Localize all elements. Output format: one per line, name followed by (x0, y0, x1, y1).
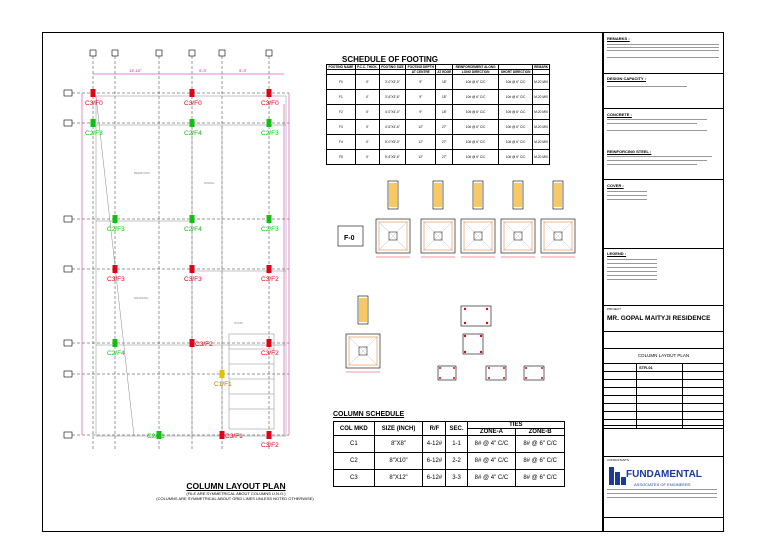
table-cell: 8"X12" (374, 470, 423, 487)
table-cell: C2 (334, 453, 375, 470)
table-cell: 8# @ 4" C/C (467, 470, 516, 487)
footing-header-7: REMARK (534, 65, 549, 69)
column-label: C2/F3 (85, 130, 103, 137)
table-cell: 3-3 (446, 470, 467, 487)
table-cell: 4" (355, 135, 379, 150)
footing-schedule-title: SCHEDULE OF FOOTING (342, 55, 438, 64)
table-row (334, 470, 565, 487)
table-cell: M-20 MIX (533, 75, 550, 90)
table-cell: C3 (334, 470, 375, 487)
footing-detail-sketch (461, 181, 495, 257)
footing-detail-sketch (501, 181, 535, 257)
table-cell: 5'-0"X5'-0" (379, 135, 405, 150)
column-layout-plan (44, 34, 320, 532)
column-marker (190, 119, 195, 127)
table-cell: 10# @ 6" C/C (453, 120, 499, 135)
svg-text:BEDROOM: BEDROOM (134, 171, 150, 175)
table-cell: 12" (406, 120, 436, 135)
footing-schedule-table (326, 64, 550, 165)
column-label: C2/F1 (147, 433, 165, 440)
col-hdr-mkd: COL MKD (334, 422, 375, 436)
table-cell: 4'-6"X4'-6" (379, 120, 405, 135)
footing-details (326, 176, 601, 406)
column-marker (267, 265, 272, 273)
table-cell: 8# @ 6" C/C (516, 470, 565, 487)
table-cell: 2-2 (446, 453, 467, 470)
table-cell: 10# @ 6" C/C (453, 105, 499, 120)
steel-heading: REINFORCING STEEL : (607, 149, 652, 154)
detail-label: F-0 (344, 235, 355, 242)
footing-header-5: REINFORCEMENT ALONG (453, 65, 499, 70)
table-cell: 27" (436, 120, 453, 135)
table-cell: 10# @ 6" C/C (453, 75, 499, 90)
table-row (334, 453, 565, 470)
table-cell: 9" (406, 90, 436, 105)
plan-title: COLUMN LAYOUT PLAN (186, 481, 286, 491)
table-cell: 4" (355, 150, 379, 165)
footing-header-1: P.C.C. THICK. (357, 65, 378, 69)
table-cell: 12" (406, 135, 436, 150)
column-label: C2/F3 (261, 130, 279, 137)
table-cell: C1 (334, 436, 375, 453)
svg-text:9'-3": 9'-3" (199, 68, 207, 73)
consultant-label: CONSULTANTS (607, 458, 629, 462)
column-label: C3/F1 (225, 433, 243, 440)
footing-header-0: FOOTING NAME (327, 65, 356, 70)
column-marker (190, 215, 195, 223)
column-label: C3/F3 (107, 276, 125, 283)
legend-heading: LEGEND : (607, 251, 627, 256)
table-cell: F0 (327, 75, 356, 90)
drawing-title: COLUMN LAYOUT PLAN (637, 353, 690, 358)
table-cell: 12" (406, 150, 436, 165)
design-capacity-heading: DESIGN CAPACITY : (607, 76, 646, 81)
table-cell: 4" (355, 75, 379, 90)
table-cell: F4 (327, 135, 356, 150)
table-cell: 8"X10" (374, 453, 423, 470)
column-schedule-title: COLUMN SCHEDULE (333, 411, 405, 418)
table-row (327, 135, 550, 150)
column-label: C1/F1 (214, 381, 232, 388)
table-cell: 18" (436, 90, 453, 105)
table-row (327, 150, 550, 165)
table-cell: 10# @ 6" C/C (499, 135, 533, 150)
table-cell: 8"X8" (374, 436, 423, 453)
col-hdr-rf: R/F (423, 422, 446, 436)
table-row (327, 105, 550, 120)
table-cell: M-20 MIX (533, 150, 550, 165)
table-row (327, 75, 550, 90)
table-cell: 27" (436, 150, 453, 165)
table-cell: 10# @ 6" C/C (499, 90, 533, 105)
table-cell: 10# @ 6" C/C (499, 105, 533, 120)
table-cell: 8# @ 4" C/C (467, 436, 516, 453)
footing-subheader-4: AT EDGE (437, 70, 452, 74)
column-label: C3/F2 (261, 276, 279, 283)
title-block (603, 32, 724, 532)
svg-text:STAIR: STAIR (234, 321, 243, 325)
table-cell: M-20 MIX (533, 120, 550, 135)
plan-note-1: (FILE ARE SYMMETRICAL ABOUT COLUMNS U.N.O.) (186, 491, 286, 496)
column-marker (267, 431, 272, 439)
svg-text:DRAWING: DRAWING (134, 296, 149, 300)
table-row (327, 120, 550, 135)
table-cell: 8# @ 6" C/C (516, 436, 565, 453)
column-label: C3/F3 (184, 276, 202, 283)
column-label: C3/F0 (184, 100, 202, 107)
project-label: PROJECT (607, 307, 622, 311)
column-label: C3/F0 (261, 100, 279, 107)
col-hdr-size: SIZE (INCH) (374, 422, 423, 436)
concrete-heading: CONCRETE : (607, 112, 632, 117)
table-cell: 18" (436, 105, 453, 120)
table-cell: 3'-6"X3'-6" (379, 90, 405, 105)
table-cell: 4" (355, 120, 379, 135)
remarks-heading: REMARKS : (607, 36, 630, 41)
table-row (334, 436, 565, 453)
column-marker (190, 339, 195, 347)
footing-detail-sketch (346, 296, 380, 372)
table-row (327, 90, 550, 105)
column-marker (267, 215, 272, 223)
table-cell: 10# @ 6" C/C (499, 75, 533, 90)
table-cell: M-20 MIX (533, 105, 550, 120)
footing-header-3: FOOTING DEPTH (406, 65, 436, 70)
table-cell: 4" (355, 90, 379, 105)
table-cell: F3 (327, 120, 356, 135)
col-hdr-zone-b: ZONE-B (516, 429, 565, 436)
column-marker (113, 215, 118, 223)
table-cell: 4'-0"X4'-0" (379, 105, 405, 120)
col-hdr-zone-a: ZONE-A (467, 429, 516, 436)
svg-text:9'-3": 9'-3" (239, 68, 247, 73)
table-cell: 8# @ 4" C/C (467, 453, 516, 470)
footing-detail-sketch (421, 181, 455, 257)
table-cell: 10# @ 6" C/C (453, 150, 499, 165)
column-marker (267, 89, 272, 97)
column-marker (220, 431, 225, 439)
column-marker (190, 89, 195, 97)
svg-text:DINING: DINING (204, 181, 215, 185)
table-cell: 4-12# (423, 436, 446, 453)
col-hdr-ties: TIES (467, 422, 564, 429)
column-label: C2/F3 (261, 226, 279, 233)
drawing-number: STR-01 (639, 365, 653, 370)
footing-detail-sketch (541, 181, 575, 257)
table-cell: M-20 MIX (533, 135, 550, 150)
column-label: C2/F4 (184, 226, 202, 233)
column-label: C3/F2 (195, 341, 213, 348)
column-marker (91, 119, 96, 127)
table-cell: 10# @ 6" C/C (499, 150, 533, 165)
table-cell: 6-12# (423, 470, 446, 487)
firm-logo-icon (608, 465, 628, 487)
column-label: C3/F2 (261, 442, 279, 449)
table-cell: 6-12# (423, 453, 446, 470)
column-label: C3/F2 (261, 350, 279, 357)
column-marker (220, 370, 225, 378)
footing-subheader-6: SHORT DIRECTION (499, 70, 533, 75)
column-marker (190, 265, 195, 273)
column-label: C2/F3 (107, 226, 125, 233)
table-cell: F5 (327, 150, 356, 165)
table-cell: 3'-0"X3'-0" (379, 75, 405, 90)
table-cell: 5'-6"X5'-6" (379, 150, 405, 165)
footing-subheader-5: LONG DIRECTION (453, 70, 499, 75)
column-marker (267, 119, 272, 127)
table-cell: F2 (327, 105, 356, 120)
svg-text:13'-10": 13'-10" (129, 68, 142, 73)
table-cell: 9" (406, 105, 436, 120)
column-marker (113, 339, 118, 347)
firm-subtitle: ASSOCIATES OF ENGINEERS (634, 482, 691, 487)
table-cell: 10# @ 6" C/C (453, 90, 499, 105)
column-marker (91, 89, 96, 97)
cover-heading: COVER : (607, 183, 624, 188)
table-cell: F1 (327, 90, 356, 105)
table-cell: 10# @ 6" C/C (453, 135, 499, 150)
table-cell: 8# @ 6" C/C (516, 453, 565, 470)
column-label: C3/F0 (85, 100, 103, 107)
table-cell: 1-1 (446, 436, 467, 453)
table-cell: 18" (436, 75, 453, 90)
project-name: MR. GOPAL MAITYJI RESIDENCE (607, 315, 711, 322)
footing-detail-sketch (376, 181, 410, 257)
table-cell: 9" (406, 75, 436, 90)
table-cell: 4" (355, 105, 379, 120)
footing-header-2: FOOTING SIZE (381, 65, 404, 69)
table-cell: 10# @ 6" C/C (499, 120, 533, 135)
footing-subheader-3: AT CENTRE (406, 70, 436, 75)
firm-name: FUNDAMENTAL (626, 469, 702, 480)
plan-note-2: (COLUMNS ARE SYMMETRICAL ABOUT GRID LINES UNLESS NOTED OTHERWISE) (156, 496, 314, 501)
column-marker (113, 265, 118, 273)
column-label: C2/F4 (107, 350, 125, 357)
table-cell: M-20 MIX (533, 90, 550, 105)
column-marker (267, 339, 272, 347)
table-cell: 27" (436, 135, 453, 150)
column-label: C2/F4 (184, 130, 202, 137)
col-hdr-sec: SEC. (446, 422, 467, 436)
column-schedule-table (333, 421, 565, 487)
